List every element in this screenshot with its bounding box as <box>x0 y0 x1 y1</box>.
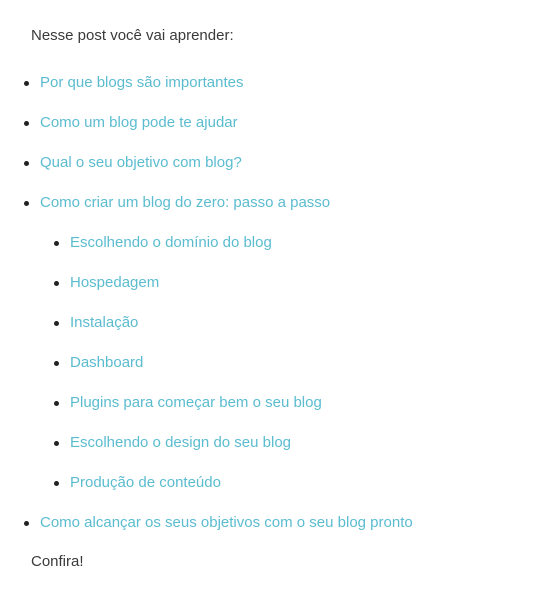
bullet-icon <box>24 521 29 526</box>
toc-link-plugins[interactable]: Plugins para começar bem o seu blog <box>70 394 322 411</box>
bullet-icon <box>54 241 59 246</box>
bullet-icon <box>24 121 29 126</box>
bullet-icon <box>24 161 29 166</box>
toc-link-dominio[interactable]: Escolhendo o domínio do blog <box>70 234 272 251</box>
toc-link-blog-ajudar[interactable]: Como um blog pode te ajudar <box>40 114 238 131</box>
toc-link-objetivos-blog-pronto[interactable]: Como alcançar os seus objetivos com o seu blog pronto <box>40 514 413 531</box>
bullet-icon <box>54 401 59 406</box>
toc-link-objetivo[interactable]: Qual o seu objetivo com blog? <box>40 154 242 171</box>
toc-link-criar-blog[interactable]: Como criar um blog do zero: passo a passo <box>40 194 331 211</box>
toc-link-dashboard[interactable]: Dashboard <box>70 354 144 371</box>
bullet-icon <box>54 481 59 486</box>
bullet-icon <box>54 361 59 366</box>
toc-link-blogs-importantes[interactable]: Por que blogs são importantes <box>40 74 244 91</box>
toc-link-instalacao[interactable]: Instalação <box>70 314 139 331</box>
bullet-icon <box>54 321 59 326</box>
intro-text: Nesse post você vai aprender: <box>31 27 234 44</box>
outro-text: Confira! <box>31 553 84 570</box>
bullet-icon <box>54 281 59 286</box>
bullet-icon <box>24 81 29 86</box>
bullet-icon <box>24 201 29 206</box>
toc-link-conteudo[interactable]: Produção de conteúdo <box>70 474 221 491</box>
bullet-icon <box>54 441 59 446</box>
toc-link-design[interactable]: Escolhendo o design do seu blog <box>70 434 292 451</box>
toc-link-hospedagem[interactable]: Hospedagem <box>70 274 160 291</box>
